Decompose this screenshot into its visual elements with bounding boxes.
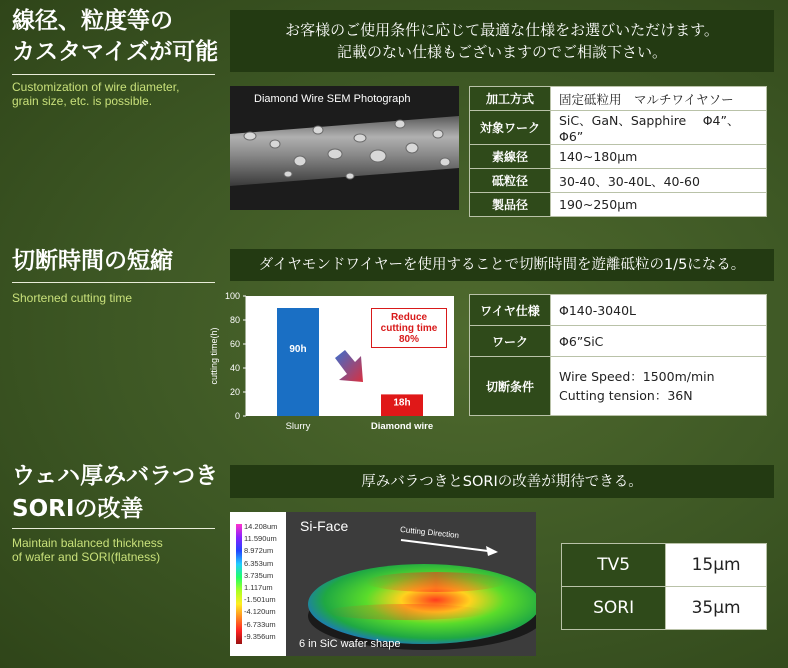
callout-line2: cutting time: [380, 323, 438, 334]
legend-label: 1.117um: [244, 583, 273, 593]
legend-label: 6.353um: [244, 558, 274, 568]
callout-line1: Reduce: [390, 312, 428, 323]
diamond-wire-image: [230, 86, 459, 210]
reduction-callout: [371, 308, 447, 348]
section2-en: Shortened cutting time: [12, 291, 133, 305]
legend-label: 14.208um: [244, 522, 278, 531]
spec-value: 190~250μm: [551, 193, 767, 217]
table-row: [470, 145, 767, 169]
legend-colorbar: [236, 524, 242, 644]
section3-divider: [12, 528, 215, 529]
spec-key: 砥粒径: [470, 169, 551, 193]
spec-value: [551, 357, 767, 416]
x-category-label: Slurry: [285, 421, 311, 432]
y-tick-label: 80: [229, 315, 240, 325]
section2-divider: [12, 282, 215, 283]
spec-key: 対象ワーク: [470, 111, 551, 145]
table-row: [470, 111, 767, 145]
result-key: SORI: [562, 587, 666, 630]
y-tick-label: 0: [234, 411, 240, 421]
section2-title: 切断時間の短縮: [12, 248, 173, 274]
spec-key: 切断条件: [470, 357, 551, 416]
section1-banner-line1: お客様のご使用条件に応じて最適な仕様をお選びいただけます。: [285, 21, 719, 39]
table-row: [470, 326, 767, 357]
section1-banner-line2: 記載のない仕様もございますのでご相談下さい。: [336, 43, 667, 61]
legend-label: 3.735um: [244, 570, 274, 580]
legend-label: -1.501um: [244, 595, 276, 605]
condition-line2: Cutting tension：36N: [559, 388, 693, 403]
table-row: [470, 87, 767, 111]
table-row: [470, 193, 767, 217]
cutting-spec-table: [469, 294, 767, 416]
result-value: 15μm: [666, 544, 767, 587]
result-value: 35μm: [666, 587, 767, 630]
legend-label: 8.972um: [244, 546, 274, 556]
bar-data-label: 18h: [393, 397, 411, 409]
section3-title-line2: SORIの改善: [12, 496, 144, 522]
cutting-direction-arrow: [401, 540, 496, 552]
spec-key: 製品径: [470, 193, 551, 217]
table-row: [470, 169, 767, 193]
table-row: [470, 295, 767, 326]
section1-en-line1: Customization of wire diameter,: [12, 80, 180, 94]
sem-photo-caption: Diamond Wire SEM Photograph: [254, 93, 411, 105]
bar-data-label: 90h: [289, 344, 307, 355]
spec-key: 素線径: [470, 145, 551, 169]
y-axis-label: cutting time(h): [209, 327, 219, 385]
wafer-shape-map: [230, 512, 536, 656]
table-row: [562, 544, 767, 587]
down-arrow-icon: [331, 348, 371, 388]
cutting-time-chart: [206, 288, 458, 434]
section3-banner: 厚みバラつきとSORIの改善が期待できる。: [230, 465, 774, 498]
spec-value: Φ6”SiC: [551, 326, 767, 357]
spec-key: 加工方式: [470, 87, 551, 111]
cutting-direction-label: Cutting Direction: [399, 524, 460, 541]
spec-value: 30-40、30-40L、40-60: [551, 169, 767, 193]
map-caption: 6 in SiC wafer shape: [299, 638, 401, 650]
color-legend: [230, 512, 286, 656]
result-key: TV5: [562, 544, 666, 587]
spec-value: SiC、GaN、Sapphire Φ4”、Φ6”: [551, 111, 767, 145]
x-category-label: Diamond wire: [370, 421, 434, 432]
section3-en-line1: Maintain balanced thickness: [12, 536, 163, 550]
section2-banner: ダイヤモンドワイヤーを使用することで切断時間を遊離砥粒の1/5になる。: [230, 249, 774, 281]
y-tick-label: 40: [229, 363, 240, 373]
bar: [277, 308, 319, 416]
section1-banner: [230, 10, 774, 72]
legend-label: -4.120um: [244, 607, 276, 617]
wire-spec-table: [469, 86, 767, 217]
condition-line1: Wire Speed：1500m/min: [559, 369, 715, 384]
legend-label: 11.590um: [244, 534, 277, 544]
y-tick-label: 60: [229, 339, 240, 349]
map-title: Si-Face: [300, 518, 349, 534]
spec-value: 140~180μm: [551, 145, 767, 169]
results-table: [561, 543, 767, 630]
legend-labels: [244, 521, 277, 643]
spec-value: 固定砥粒用 マルチワイヤソー: [551, 87, 767, 111]
callout-line3: 80%: [398, 334, 419, 345]
section3-en-line2: of wafer and SORI(flatness): [12, 550, 161, 564]
spec-key: ワーク: [470, 326, 551, 357]
y-tick-label: 20: [229, 387, 240, 397]
section1-title-line2: カスタマイズが可能: [12, 39, 219, 65]
sem-photograph: [230, 86, 459, 210]
spec-key: ワイヤ仕様: [470, 295, 551, 326]
y-tick-label: 100: [224, 291, 240, 301]
legend-label: -9.356um: [244, 631, 276, 641]
section1-en-line2: grain size, etc. is possible.: [12, 94, 153, 108]
spec-value: Φ140-3040L: [551, 295, 767, 326]
section3-title-line1: ウェハ厚みバラつき: [12, 463, 219, 489]
table-row: [562, 587, 767, 630]
section1-divider: [12, 74, 215, 75]
table-row: [470, 357, 767, 416]
section1-title-line1: 線径、粒度等の: [12, 8, 173, 34]
legend-label: -6.733um: [244, 619, 276, 629]
